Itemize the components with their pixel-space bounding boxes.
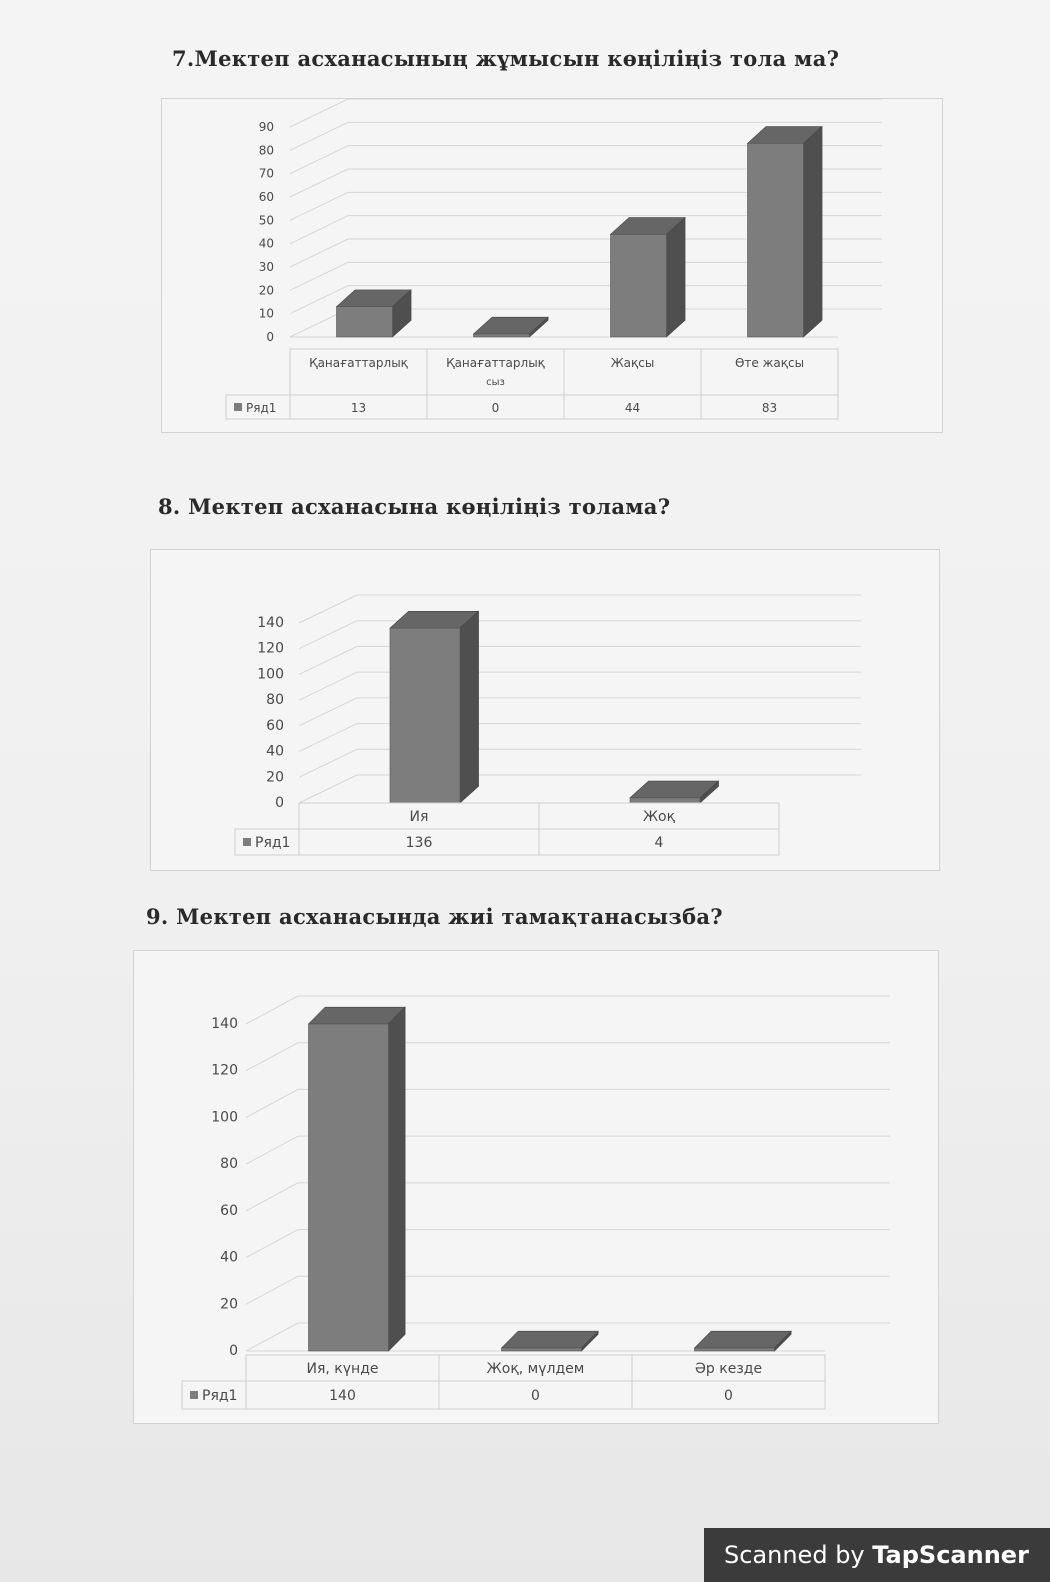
y-tick-label: 70 [258,166,274,181]
scanner-watermark [704,1528,1050,1582]
y-tick-label: 50 [258,213,274,228]
category-label [735,356,804,370]
bar-side-face [804,127,823,337]
category-label-line: Әр кезде [694,1361,763,1377]
bar-front-face [474,334,530,337]
data-value-label: 13 [350,401,367,415]
y-tick-label: 120 [257,640,284,657]
data-value-label: 136 [405,835,433,851]
question-7-heading: 7.Мектеп асханасының жұмысын көңіліңіз тола ма? [172,46,840,71]
y-tick-label: 140 [211,1016,238,1032]
gridline-side [299,621,357,649]
y-tick-label: 60 [266,717,284,734]
question-9-heading: 9. Мектеп асханасында жиі тамақтанасызба? [146,904,723,929]
category-label [695,1361,762,1377]
bar-front-face [502,1348,582,1351]
bar-front-face [390,628,460,803]
data-value-label: 44 [624,401,641,415]
gridline-side [299,775,357,803]
category-label-line: Ия, күнде [306,1361,379,1377]
y-tick-label: 90 [258,120,274,134]
y-tick-label: 0 [275,795,284,811]
category-label-line: Жоқ, мүлдем [486,1361,585,1377]
chart-9 [133,950,939,1424]
category-label-line: Ия [409,809,429,825]
gridline-side [246,1136,298,1164]
gridline-side [290,122,348,150]
y-tick-label: 100 [257,666,284,683]
gridline-side [299,698,357,726]
category-label-line: Жоқ [642,809,676,825]
category-label [410,809,429,825]
y-tick-label: 140 [257,615,284,631]
y-tick-label: 20 [220,1296,238,1313]
bar-1 [309,1007,406,1351]
watermark-brand: TapScanner [872,1541,1029,1569]
gridline-side [290,169,348,197]
gridline-side [246,1183,298,1211]
y-tick-label: 60 [220,1202,238,1219]
y-tick-label: 20 [258,283,274,298]
legend-series-name: Ряд1 [246,401,277,415]
question-8-heading: 8. Мектеп асханасына көңіліңіз толама? [158,494,671,519]
data-value-label: 83 [761,401,778,415]
bar-1 [337,290,412,337]
gridline-side [246,1230,298,1258]
y-tick-label: 20 [266,769,284,786]
bar-front-face [630,798,700,803]
legend-swatch [234,403,242,411]
y-tick-label: 30 [258,260,274,274]
legend-series-name: Ряд1 [255,835,291,851]
y-tick-label: 40 [220,1249,238,1266]
chart-7 [161,98,943,433]
y-tick-label: 120 [211,1062,238,1079]
legend-series-name: Ряд1 [202,1388,238,1404]
bar-front-face [337,307,393,337]
watermark-prefix: Scanned by [724,1541,873,1569]
bar-2 [502,1331,599,1351]
bar-front-face [748,143,804,337]
gridline-side [299,646,357,674]
y-tick-label: 10 [258,306,274,321]
chart-8 [150,549,940,871]
y-tick-label: 40 [258,236,274,251]
y-tick-label: 60 [258,190,274,204]
data-value-label: 4 [654,835,664,851]
chart-8-svg [151,550,939,870]
y-tick-label: 80 [258,143,274,158]
bar-side-face [389,1007,406,1351]
gridline-side [299,672,357,700]
bar-front-face [309,1024,389,1351]
data-value-label: 0 [724,1388,733,1404]
category-label [611,356,655,370]
category-label [309,356,409,370]
category-label-line: сыз [486,377,505,388]
category-label-line: Қанағаттарлық [309,356,408,370]
category-label [487,1361,585,1377]
category-label [307,1361,379,1377]
bar-3 [611,218,686,337]
category-label-line: Жақсы [610,356,655,370]
category-label-line: Өте жақсы [734,356,805,370]
data-value-label: 0 [531,1388,540,1404]
legend-swatch [243,838,251,846]
category-label [446,356,546,388]
category-label-line: Қанағаттарлық [446,356,545,370]
data-value-label: 0 [491,401,500,415]
bar-4 [748,127,823,337]
y-tick-label: 0 [266,330,274,344]
gridline-side [246,1089,298,1117]
bar-front-face [611,234,667,337]
gridline-side [290,262,348,290]
gridline-side [290,216,348,244]
gridline-side [290,99,348,127]
category-label [643,809,676,825]
data-value-label: 140 [329,1388,356,1404]
gridline-side [299,724,357,752]
gridline-side [246,1323,298,1351]
bar-side-face [667,218,686,337]
legend-swatch [190,1391,198,1399]
gridline-side [290,192,348,220]
bar-2 [474,317,549,337]
gridline-side [299,595,357,623]
gridline-side [246,996,298,1024]
gridline-side [290,146,348,174]
y-tick-label: 100 [211,1109,238,1126]
gridline-side [299,749,357,777]
y-tick-label: 0 [229,1343,238,1359]
bar-side-face [460,611,479,803]
gridline-side [290,239,348,267]
y-tick-label: 40 [266,743,284,760]
chart-7-svg [162,99,942,432]
y-tick-label: 80 [266,692,284,709]
bar-1 [390,611,479,803]
bar-3 [695,1331,792,1351]
bar-front-face [695,1348,775,1351]
bar-2 [630,781,719,803]
y-tick-label: 80 [220,1156,238,1173]
chart-9-svg [134,951,938,1423]
gridline-side [246,1276,298,1304]
gridline-side [246,1043,298,1071]
bar-top-face [474,317,549,334]
